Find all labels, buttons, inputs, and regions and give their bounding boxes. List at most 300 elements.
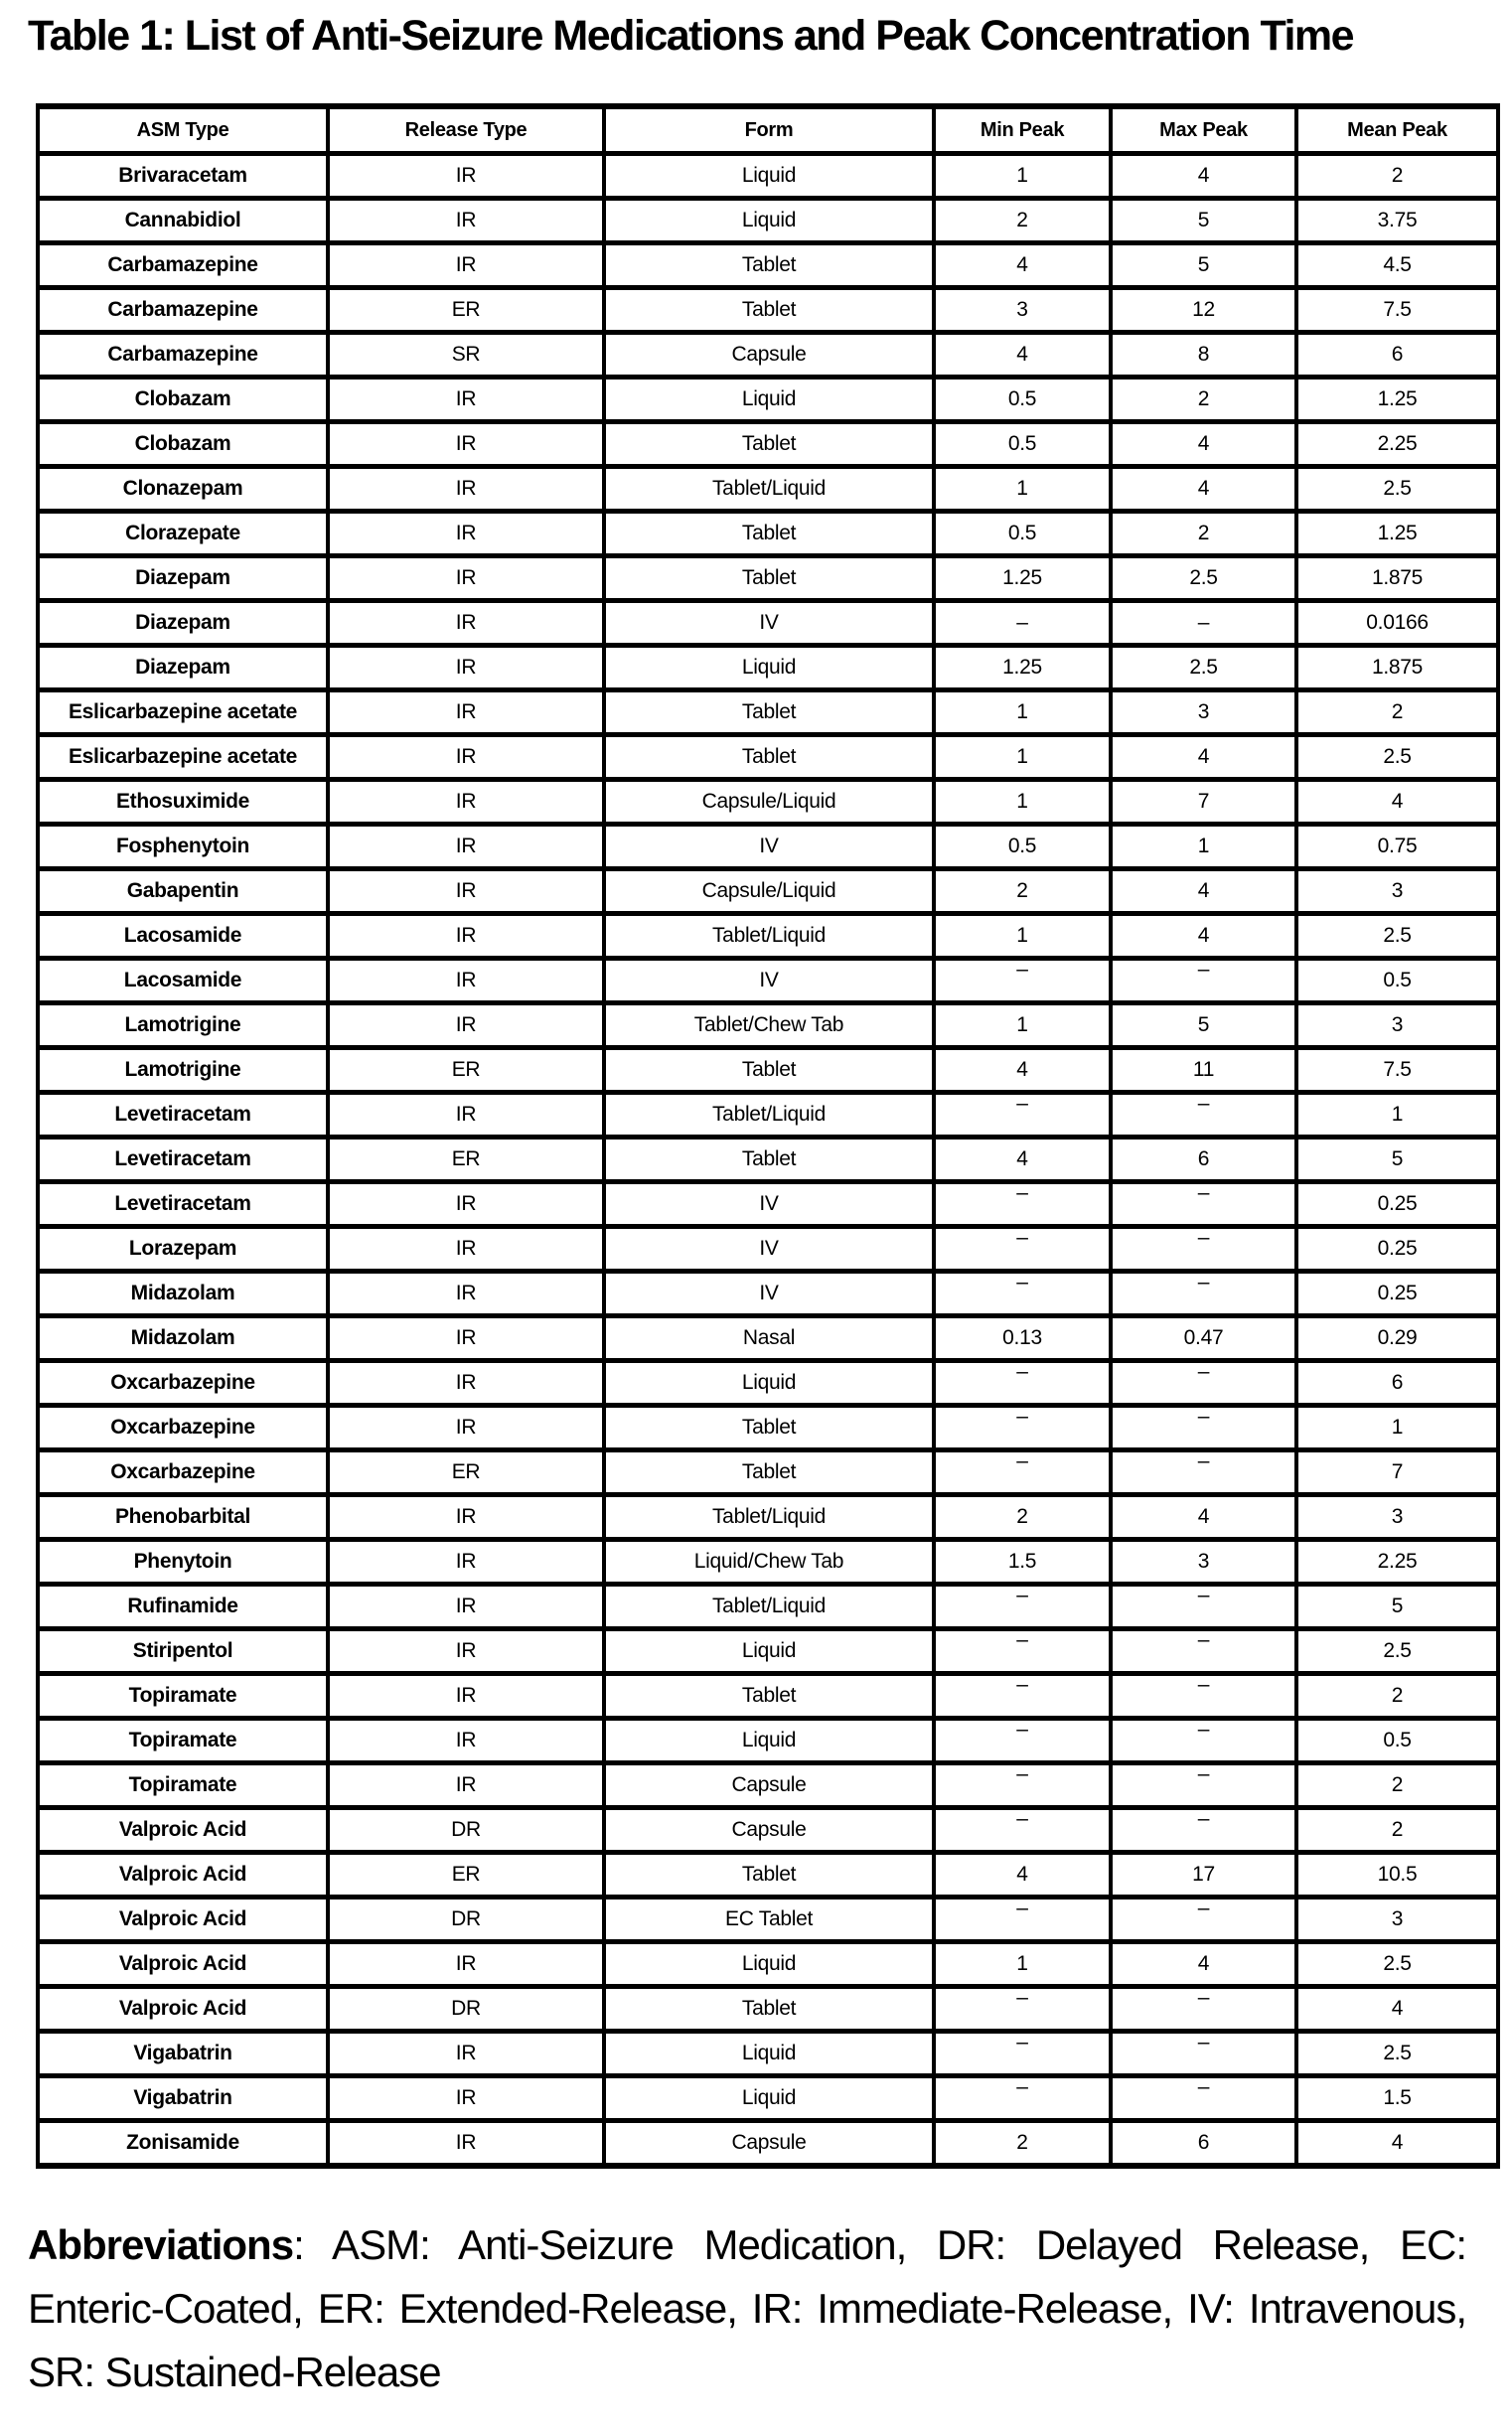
cell-text: – [1197, 1584, 1210, 1606]
cell-text: Liquid [741, 164, 797, 187]
cell-text: Liquid/Chew Tab [693, 1550, 844, 1573]
form-cell [604, 1853, 934, 1898]
cell-text: IR [455, 879, 477, 902]
cell-text: 1 [1016, 700, 1028, 723]
max-peak-cell [1111, 199, 1296, 243]
min-peak-cell [934, 1853, 1111, 1898]
cell-text: 0.5 [1383, 969, 1412, 991]
mean-peak-cell [1296, 1629, 1498, 1674]
cell-text: Tablet/Liquid [711, 1103, 827, 1126]
cell-text: 2.25 [1377, 1550, 1418, 1573]
cell-text: 2 [1197, 522, 1210, 544]
min-peak-cell [934, 1272, 1111, 1316]
asm-type-cell [38, 1450, 328, 1495]
cell-text: 1 [1016, 924, 1028, 947]
cell-text: DR [451, 1818, 481, 1841]
cell-text: Rufinamide [127, 1595, 238, 1617]
cell-text: 1.875 [1371, 566, 1424, 589]
asm-type-cell [38, 1182, 328, 1227]
release-type-cell [328, 2121, 604, 2167]
cell-text: 7.5 [1383, 298, 1412, 321]
mean-peak-cell [1296, 1898, 1498, 1942]
cell-text: Clobazam [134, 432, 231, 455]
cell-text: 1 [1391, 1103, 1404, 1126]
cell-text: 0.29 [1377, 1326, 1418, 1349]
form-cell [604, 1093, 934, 1138]
cell-text: 0.5 [1007, 387, 1037, 410]
cell-text: 0.75 [1377, 835, 1418, 857]
form-cell [604, 780, 934, 825]
cell-text: 0.5 [1007, 522, 1037, 544]
cell-text: IR [455, 1595, 477, 1617]
cell-text: 3 [1197, 700, 1210, 723]
form-cell [604, 869, 934, 914]
release-type-cell [328, 154, 604, 199]
cell-text: 0.5 [1007, 432, 1037, 455]
table-row [38, 1093, 1498, 1138]
cell-text: 6 [1391, 1371, 1404, 1394]
min-peak-cell [934, 2032, 1111, 2076]
cell-text: Capsule/Liquid [701, 879, 836, 902]
form-cell [604, 1808, 934, 1853]
asm-type-cell [38, 333, 328, 378]
cell-text: 1.25 [1377, 522, 1418, 544]
cell-text: Carbamazepine [107, 343, 258, 366]
max-peak-cell [1111, 1495, 1296, 1540]
cell-text: Liquid [741, 656, 797, 679]
release-type-cell [328, 780, 604, 825]
cell-text: Tablet/Chew Tab [693, 1013, 844, 1036]
mean-peak-cell [1296, 646, 1498, 690]
asm-type-cell [38, 1227, 328, 1272]
cell-text: 5 [1391, 1147, 1404, 1170]
mean-peak-cell [1296, 1138, 1498, 1182]
mean-peak-cell [1296, 288, 1498, 333]
form-cell [604, 1540, 934, 1585]
table-row [38, 1272, 1498, 1316]
mean-peak-cell [1296, 1048, 1498, 1093]
form-cell [604, 1272, 934, 1316]
min-peak-cell [934, 422, 1111, 467]
cell-text: Valproic Acid [118, 1997, 247, 2020]
table-row [38, 1361, 1498, 1406]
table-row [38, 646, 1498, 690]
form-cell [604, 199, 934, 243]
cell-text: 1.25 [1002, 566, 1042, 589]
cell-text: – [1016, 1271, 1028, 1293]
table-title: Table 1: List of Anti-Seizure Medications and Peak Concentration Time [28, 12, 1354, 60]
cell-text: – [1016, 1360, 1028, 1383]
release-type-cell [328, 1406, 604, 1450]
form-cell [604, 1674, 934, 1719]
asm-type-cell [38, 1898, 328, 1942]
min-peak-cell [934, 1942, 1111, 1987]
max-peak-cell [1111, 1898, 1296, 1942]
cell-text: IR [455, 387, 477, 410]
min-peak-cell [934, 378, 1111, 422]
max-peak-cell [1111, 556, 1296, 601]
asm-type-cell [38, 1361, 328, 1406]
form-cell [604, 1227, 934, 1272]
form-cell [604, 1316, 934, 1361]
min-peak-cell [934, 825, 1111, 869]
asm-type-cell [38, 735, 328, 780]
mean-peak-cell [1296, 1227, 1498, 1272]
release-type-cell [328, 2076, 604, 2121]
form-cell [604, 1361, 934, 1406]
release-type-cell [328, 1540, 604, 1585]
cell-text: SR [451, 343, 481, 366]
column-header-max-peak: Max Peak [1111, 106, 1296, 154]
form-cell [604, 1629, 934, 1674]
cell-text: 1 [1391, 1416, 1404, 1439]
asm-type-cell [38, 1674, 328, 1719]
cell-text: IR [455, 253, 477, 276]
asm-type-cell [38, 467, 328, 512]
cell-text: Midazolam [130, 1326, 235, 1349]
max-peak-cell [1111, 1138, 1296, 1182]
cell-text: IV [759, 1237, 779, 1260]
cell-text: Zonisamide [126, 2131, 239, 2154]
cell-text: ER [451, 1058, 481, 1081]
cell-text: IV [759, 969, 779, 991]
mean-peak-cell [1296, 914, 1498, 959]
cell-text: 0.13 [1002, 1326, 1042, 1349]
cell-text: Capsule [731, 1773, 807, 1796]
mean-peak-cell [1296, 154, 1498, 199]
asm-type-cell [38, 601, 328, 646]
min-peak-cell [934, 2076, 1111, 2121]
release-type-cell [328, 378, 604, 422]
min-peak-cell [934, 601, 1111, 646]
cell-text: Lacosamide [123, 924, 242, 947]
min-peak-cell [934, 1316, 1111, 1361]
min-peak-cell [934, 959, 1111, 1003]
release-type-cell [328, 646, 604, 690]
max-peak-cell [1111, 959, 1296, 1003]
cell-text: – [1016, 2075, 1028, 2098]
asm-type-cell [38, 959, 328, 1003]
asm-type-cell [38, 2076, 328, 2121]
cell-text: Oxcarbazepine [110, 1460, 255, 1483]
cell-text: 7 [1197, 790, 1210, 813]
cell-text: DR [451, 1907, 481, 1930]
max-peak-cell [1111, 1406, 1296, 1450]
cell-text: 2.5 [1383, 1952, 1412, 1975]
max-peak-cell [1111, 467, 1296, 512]
cell-text: 1 [1016, 790, 1028, 813]
mean-peak-cell [1296, 556, 1498, 601]
cell-text: IR [455, 700, 477, 723]
table-row [38, 1540, 1498, 1585]
cell-text: Capsule [731, 343, 807, 366]
table-row [38, 1048, 1498, 1093]
cell-text: 3 [1391, 879, 1404, 902]
cell-text: EC Tablet [725, 1907, 813, 1930]
form-cell [604, 959, 934, 1003]
cell-text: IV [759, 835, 779, 857]
cell-text: 0.25 [1377, 1192, 1418, 1215]
release-type-cell [328, 556, 604, 601]
table-header [38, 106, 1498, 154]
cell-text: Eslicarbazepine acetate [68, 745, 298, 768]
max-peak-cell [1111, 2076, 1296, 2121]
cell-text: Tablet [741, 1147, 797, 1170]
form-cell [604, 2032, 934, 2076]
cell-text: 4 [1197, 745, 1210, 768]
cell-text: IV [759, 1282, 779, 1304]
cell-text: Lorazepam [128, 1237, 237, 1260]
asm-type-cell [38, 199, 328, 243]
max-peak-cell [1111, 422, 1296, 467]
cell-text: IR [455, 2131, 477, 2154]
column-header-mean-peak: Mean Peak [1296, 106, 1498, 154]
asm-type-cell [38, 914, 328, 959]
table-row [38, 1942, 1498, 1987]
min-peak-cell [934, 288, 1111, 333]
cell-text: Liquid [741, 1371, 797, 1394]
table-row [38, 1138, 1498, 1182]
form-cell [604, 1182, 934, 1227]
cell-text: – [1197, 1360, 1210, 1383]
min-peak-cell [934, 1674, 1111, 1719]
cell-text: IR [455, 1416, 477, 1439]
cell-text: Ethosuximide [115, 790, 250, 813]
cell-text: Oxcarbazepine [110, 1416, 255, 1439]
form-cell [604, 378, 934, 422]
asm-type-cell [38, 1003, 328, 1048]
min-peak-cell [934, 869, 1111, 914]
max-peak-cell [1111, 1227, 1296, 1272]
table-row [38, 1495, 1498, 1540]
cell-text: 1 [1016, 1952, 1028, 1975]
mean-peak-cell [1296, 690, 1498, 735]
table-row [38, 378, 1498, 422]
cell-text: Clobazam [134, 387, 231, 410]
min-peak-cell [934, 646, 1111, 690]
form-cell [604, 467, 934, 512]
form-cell [604, 333, 934, 378]
mean-peak-cell [1296, 1361, 1498, 1406]
mean-peak-cell [1296, 199, 1498, 243]
cell-text: Tablet [741, 432, 797, 455]
cell-text: – [1197, 2031, 1210, 2053]
mean-peak-cell [1296, 735, 1498, 780]
cell-text: 0.5 [1007, 835, 1037, 857]
min-peak-cell [934, 1138, 1111, 1182]
min-peak-cell [934, 2121, 1111, 2167]
asm-type-cell [38, 1629, 328, 1674]
asm-type-cell [38, 1406, 328, 1450]
cell-text: IR [455, 969, 477, 991]
max-peak-cell [1111, 243, 1296, 288]
asm-type-cell [38, 869, 328, 914]
cell-text: IR [455, 432, 477, 455]
cell-text: Tablet [741, 522, 797, 544]
cell-text: 1.5 [1007, 1550, 1037, 1573]
cell-text: Tablet [741, 566, 797, 589]
form-cell [604, 2076, 934, 2121]
min-peak-cell [934, 199, 1111, 243]
max-peak-cell [1111, 2121, 1296, 2167]
release-type-cell [328, 467, 604, 512]
cell-text: – [1016, 1718, 1028, 1741]
cell-text: Valproic Acid [118, 1952, 247, 1975]
form-cell [604, 1048, 934, 1093]
cell-text: 2.5 [1383, 745, 1412, 768]
max-peak-cell [1111, 378, 1296, 422]
cell-text: Liquid [741, 2086, 797, 2109]
mean-peak-cell [1296, 333, 1498, 378]
min-peak-cell [934, 154, 1111, 199]
release-type-cell [328, 1182, 604, 1227]
column-header-form: Form [604, 106, 934, 154]
release-type-cell [328, 1138, 604, 1182]
min-peak-cell [934, 556, 1111, 601]
min-peak-cell [934, 1987, 1111, 2032]
cell-text: Tablet [741, 253, 797, 276]
cell-text: 2 [1197, 387, 1210, 410]
table-row [38, 422, 1498, 467]
table-row [38, 869, 1498, 914]
release-type-cell [328, 422, 604, 467]
max-peak-cell [1111, 780, 1296, 825]
cell-text: Phenobarbital [114, 1505, 251, 1528]
release-type-cell [328, 1450, 604, 1495]
cell-text: – [1016, 958, 1028, 981]
cell-text: 4 [1391, 790, 1404, 813]
max-peak-cell [1111, 1629, 1296, 1674]
min-peak-cell [934, 1361, 1111, 1406]
cell-text: 5 [1391, 1595, 1404, 1617]
cell-text: Fosphenytoin [115, 835, 250, 857]
min-peak-cell [934, 1182, 1111, 1227]
mean-peak-cell [1296, 869, 1498, 914]
max-peak-cell [1111, 1272, 1296, 1316]
cell-text: 2 [1391, 1773, 1404, 1796]
cell-text: 1.25 [1377, 387, 1418, 410]
cell-text: Gabapentin [126, 879, 239, 902]
asm-type-cell [38, 1495, 328, 1540]
table-row [38, 512, 1498, 556]
cell-text: 3 [1197, 1550, 1210, 1573]
mean-peak-cell [1296, 1540, 1498, 1585]
table-row [38, 1898, 1498, 1942]
cell-text: IR [455, 924, 477, 947]
column-header-min-peak: Min Peak [934, 106, 1111, 154]
form-cell [604, 735, 934, 780]
min-peak-cell [934, 1540, 1111, 1585]
cell-text: Levetiracetam [114, 1103, 251, 1126]
max-peak-cell [1111, 1674, 1296, 1719]
mean-peak-cell [1296, 959, 1498, 1003]
mean-peak-cell [1296, 601, 1498, 646]
cell-text: IR [455, 209, 477, 231]
cell-text: 4 [1197, 164, 1210, 187]
form-cell [604, 914, 934, 959]
mean-peak-cell [1296, 1987, 1498, 2032]
cell-text: Tablet/Liquid [711, 1595, 827, 1617]
form-cell [604, 288, 934, 333]
cell-text: IR [455, 477, 477, 500]
cell-text: Midazolam [130, 1282, 235, 1304]
form-cell [604, 1138, 934, 1182]
max-peak-cell [1111, 1093, 1296, 1138]
cell-text: IR [455, 1639, 477, 1662]
mean-peak-cell [1296, 467, 1498, 512]
mean-peak-cell [1296, 2076, 1498, 2121]
max-peak-cell [1111, 601, 1296, 646]
asm-type-cell [38, 422, 328, 467]
cell-text: 2.5 [1383, 924, 1412, 947]
release-type-cell [328, 333, 604, 378]
asm-type-cell [38, 1048, 328, 1093]
cell-text: – [1016, 1986, 1028, 2009]
min-peak-cell [934, 1719, 1111, 1763]
asm-type-cell [38, 154, 328, 199]
asm-type-cell [38, 2121, 328, 2167]
cell-text: 0.25 [1377, 1282, 1418, 1304]
cell-text: Phenytoin [133, 1550, 232, 1573]
table-row [38, 243, 1498, 288]
form-cell [604, 1719, 934, 1763]
release-type-cell [328, 1808, 604, 1853]
release-type-cell [328, 735, 604, 780]
cell-text: Capsule [731, 2131, 807, 2154]
release-type-cell [328, 1629, 604, 1674]
form-cell [604, 1003, 934, 1048]
cell-text: – [1197, 1762, 1210, 1785]
cell-text: IR [455, 1103, 477, 1126]
table-row [38, 2121, 1498, 2167]
cell-text: Topiramate [128, 1684, 237, 1707]
max-peak-cell [1111, 1361, 1296, 1406]
cell-text: 4 [1016, 1147, 1028, 1170]
cell-text: IR [455, 1326, 477, 1349]
cell-text: IR [455, 1013, 477, 1036]
release-type-cell [328, 1987, 604, 2032]
cell-text: 17 [1192, 1863, 1215, 1886]
cell-text: 2.5 [1189, 656, 1218, 679]
cell-text: 4 [1016, 1863, 1028, 1886]
mean-peak-cell [1296, 1003, 1498, 1048]
cell-text: IR [455, 745, 477, 768]
cell-text: Vigabatrin [133, 2086, 232, 2109]
cell-text: 2 [1016, 209, 1028, 231]
cell-text: 4 [1197, 924, 1210, 947]
release-type-cell [328, 1316, 604, 1361]
mean-peak-cell [1296, 512, 1498, 556]
max-peak-cell [1111, 1316, 1296, 1361]
cell-text: Diazepam [135, 566, 230, 589]
abbreviations-note [28, 2213, 1466, 2404]
table-row [38, 1406, 1498, 1450]
cell-text: Nasal [742, 1326, 796, 1349]
max-peak-cell [1111, 869, 1296, 914]
mean-peak-cell [1296, 2121, 1498, 2167]
cell-text: Tablet/Liquid [711, 477, 827, 500]
form-cell [604, 154, 934, 199]
asm-type-cell [38, 1540, 328, 1585]
asm-type-cell [38, 825, 328, 869]
max-peak-cell [1111, 1048, 1296, 1093]
min-peak-cell [934, 512, 1111, 556]
cell-text: 2 [1016, 2131, 1028, 2154]
cell-text: 2.5 [1383, 477, 1412, 500]
cell-text: IR [455, 835, 477, 857]
cell-text: IR [455, 1192, 477, 1215]
cell-text: 6 [1391, 343, 1404, 366]
